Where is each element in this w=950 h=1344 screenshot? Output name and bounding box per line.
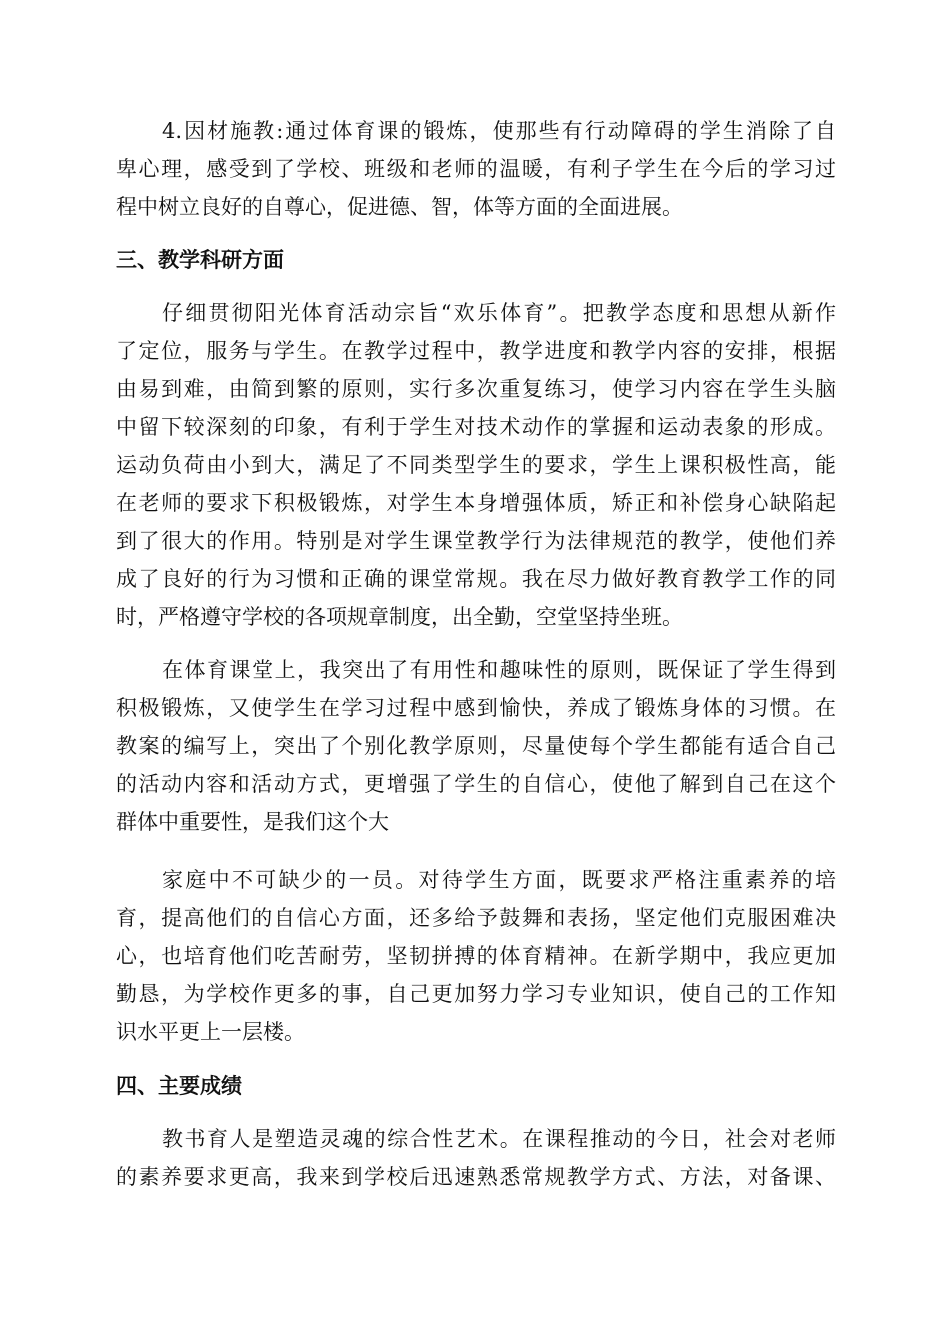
paragraph-4-line-1: 家庭中不可缺少的一员。对待学生方面，既要求严格注重素养的培 <box>162 868 836 892</box>
paragraph-2-line-6: 在老师的要求下积极锻炼，对学生本身增强体质，矫正和补偿身心缺陷起 <box>116 491 836 515</box>
paragraph-2-line-9: 时，严格遵守学校的各项规章制度，出全勤，空堂坚持坐班。 <box>116 605 683 629</box>
paragraph-2-line-2: 了定位，服务与学生。在教学过程中，教学进度和教学内容的安排，根据 <box>116 339 836 363</box>
section-heading-teaching-research: 三、教学科研方面 <box>116 248 284 272</box>
paragraph-3-line-5: 群体中重要性，是我们这个大 <box>116 810 389 834</box>
paragraph-5-line-1: 教书育人是塑造灵魂的综合性艺术。在课程推动的今日，社会对老师 <box>162 1127 836 1151</box>
paragraph-4-line-4: 勤恳，为学校作更多的事，自己更加努力学习专业知识，使自己的工作知 <box>116 982 836 1006</box>
paragraph-1-line-2: 卑心理，感受到了学校、班级和老师的温暖，有利子学生在今后的学习过 <box>116 157 836 181</box>
paragraph-3-line-4: 的活动内容和活动方式，更增强了学生的自信心，使他了解到自己在这个 <box>116 772 836 796</box>
paragraph-3-line-2: 积极锻炼，又使学生在学习过程中感到愉快，养成了锻炼身体的习惯。在 <box>116 696 836 720</box>
paragraph-2-line-3: 由易到难，由简到繁的原则，实行多次重复练习，使学习内容在学生头脑 <box>116 377 836 401</box>
paragraph-4-line-3: 心，也培育他们吃苦耐劳，坚韧拼搏的体育精神。在新学期中，我应更加 <box>116 944 836 968</box>
paragraph-1-line-1: 4.因材施教:通过体育课的锻炼，使那些有行动障碍的学生消除了自 <box>162 119 836 143</box>
paragraph-2-line-1: 仔细贯彻阳光体育活动宗旨“欢乐体育”。把教学态度和思想从新作 <box>162 301 836 325</box>
paragraph-4-line-5: 识水平更上一层楼。 <box>116 1020 305 1044</box>
paragraph-2-line-4: 中留下较深刻的印象，有利于学生对技术动作的掌握和运动表象的形成。 <box>116 415 836 439</box>
paragraph-2-line-8: 成了良好的行为习惯和正确的课堂常规。我在尽力做好教育教学工作的同 <box>116 567 836 591</box>
paragraph-3-line-3: 教案的编写上，突出了个别化教学原则，尽量使每个学生都能有适合自己 <box>116 734 836 758</box>
paragraph-4-line-2: 育，提高他们的自信心方面，还多给予鼓舞和表扬，坚定他们克服困难决 <box>116 906 836 930</box>
section-heading-main-achievements: 四、主要成绩 <box>116 1074 242 1098</box>
paragraph-2-line-7: 到了很大的作用。特别是对学生课堂教学行为法律规范的教学，使他们养 <box>116 529 836 553</box>
paragraph-5-line-2: 的素养要求更高，我来到学校后迅速熟悉常规教学方式、方法，对备课、 <box>116 1165 836 1189</box>
paragraph-2-line-5: 运动负荷由小到大，满足了不同类型学生的要求，学生上课积极性高，能 <box>116 453 836 477</box>
paragraph-1-line-3: 程中树立良好的自尊心，促进德、智，体等方面的全面进展。 <box>116 195 683 219</box>
paragraph-3-line-1: 在体育课堂上，我突出了有用性和趣味性的原则，既保证了学生得到 <box>162 658 836 682</box>
